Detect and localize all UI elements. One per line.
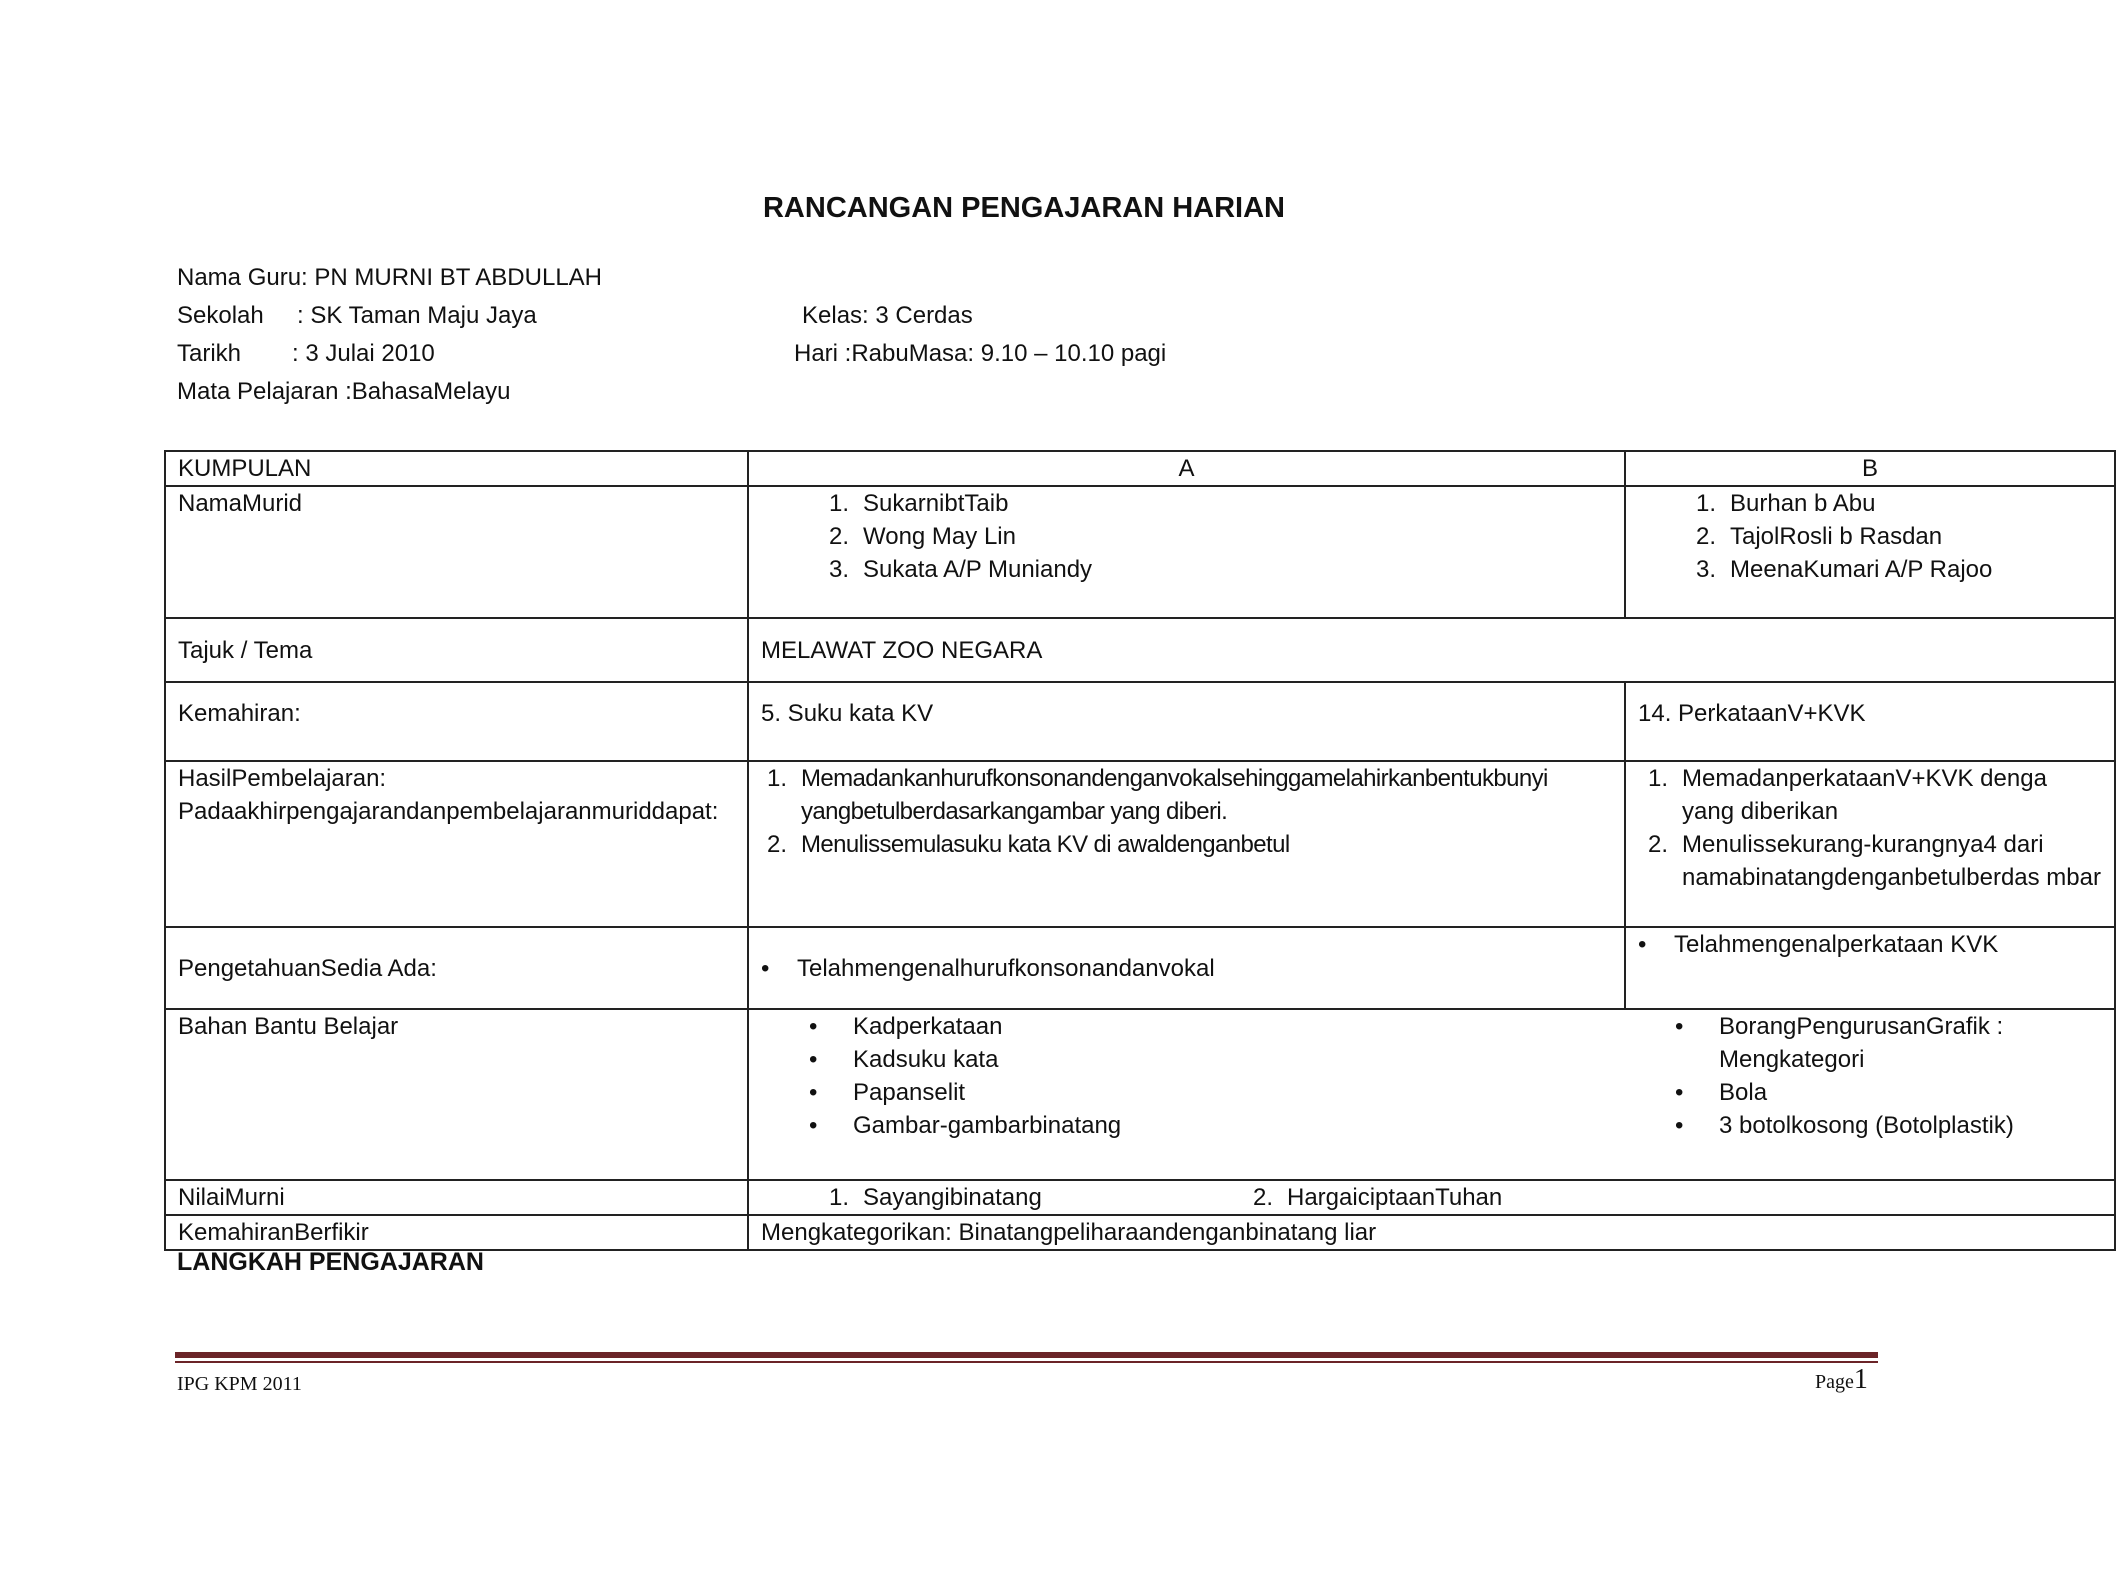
bullet-icon: • [809,1046,818,1073]
row-nama-murid [165,486,2115,618]
header-sekolah [177,297,537,335]
row-nilai-murni [165,1180,2115,1215]
footer-page [1815,1364,1868,1396]
bahan-label: Bahan Bantu Belajar [165,1009,748,1180]
nama-murid-b [1625,486,2115,618]
kemahiran-b: 14. PerkataanV+KVK [1625,682,2115,761]
nama-murid-label: NamaMurid [165,486,748,618]
kumpulan-label: KUMPULAN [165,451,748,486]
hasil-b [1625,761,2115,927]
lesson-plan-table [164,450,2116,1251]
document-title: RANCANGAN PENGAJARAN HARIAN [762,192,1285,224]
page-number: 1 [1853,1364,1868,1395]
list-item: 1. Burhan b Abu [1695,490,1876,517]
kumpulan-b: B [1625,451,2115,486]
bullet-icon: • [809,1079,818,1106]
bullet-icon: • [761,954,770,982]
list-item: 1. Memadankanhurufkonsonandenganvokalsehinggamelahirkanbentukbunyi yangbetulberdasarkangambar yang diberi. [766,765,1548,825]
list-item: • Kadperkataan [809,1010,1613,1043]
header-nama-guru: Nama Guru: PN MURNI BT ABDULLAH [177,264,603,291]
list-item: • Telahmengenalhurufkonsonandanvokal [761,952,1612,985]
list-item: 1. SukarnibtTaib [828,490,1009,517]
hasil-label: HasilPembelajaran: Padaakhirpengajarandanpembelajaranmuriddapat: [165,761,748,927]
footer-rule [175,1352,1878,1358]
tajuk-value: MELAWAT ZOO NEGARA [748,618,2115,682]
list-item: 2. TajolRosli b Rasdan [1695,523,1943,550]
row-bahan-bantu [165,1009,2115,1180]
berfikir-label: KemahiranBerfikir [165,1215,748,1250]
bullet-icon: • [1675,1079,1684,1106]
row-kemahiran-berfikir [165,1215,2115,1250]
list-item: 3. Sukata A/P Muniandy [828,556,1093,583]
list-item: • Gambar-gambarbinatang [809,1109,1613,1142]
kumpulan-a: A [748,451,1625,486]
list-item: 2. Wong May Lin [828,523,1016,550]
list-item: 1. MemadanperkataanV+KVK denga yang diberikan [1647,765,2047,825]
list-item: • Bola [1675,1076,2102,1109]
langkah-heading: LANGKAH PENGAJARAN [177,1248,484,1276]
sekolah-value: : SK Taman Maju Jaya [297,302,537,329]
row-kemahiran [165,682,2115,761]
pengetahuan-a [748,927,1625,1009]
header-hari-masa: Hari :RabuMasa: 9.10 – 10.10 pagi [794,340,1167,367]
list-item: 2. Menulissekurang-kurangnya4 dari namabinatangdenganbetulberdas mbar [1647,831,2101,891]
list-item: 2. Menulissemulasuku kata KV di awaldenganbetul [766,831,1290,858]
hasil-a [748,761,1625,927]
header-tarikh [177,335,435,373]
header-mata-pelajaran: Mata Pelajaran :BahasaMelayu [177,378,511,405]
bullet-icon: • [1675,1013,1684,1040]
tarikh-label: Tarikh [177,340,242,367]
header-kelas: Kelas: 3 Cerdas [802,302,973,329]
row-kumpulan [165,451,2115,486]
tarikh-value: : 3 Julai 2010 [292,340,435,367]
list-item: • Papanselit [809,1076,1613,1109]
nama-murid-a [748,486,1625,618]
page-label: Page [1815,1371,1854,1393]
berfikir-value: Mengkategorikan: Binatangpeliharaandenganbinatang liar [748,1215,2115,1250]
row-hasil-pembelajaran [165,761,2115,927]
list-item: 2. HargaiciptaanTuhan [1252,1184,1503,1211]
tajuk-label: Tajuk / Tema [165,618,748,682]
pengetahuan-label: PengetahuanSedia Ada: [165,927,748,1009]
row-pengetahuan [165,927,2115,1009]
bahan-b [1625,1009,2115,1180]
list-item: 3. MeenaKumari A/P Rajoo [1695,556,1993,583]
kemahiran-a: 5. Suku kata KV [748,682,1625,761]
list-item: • 3 botolkosong (Botolplastik) [1675,1109,2102,1142]
list-item: • BorangPengurusanGrafik : Mengkategori [1675,1010,2102,1076]
kemahiran-label: Kemahiran: [165,682,748,761]
list-item: • Telahmengenalperkataan KVK [1638,928,2102,961]
nilai-values [748,1180,2115,1215]
list-item: 1. Sayangibinatang [828,1184,1042,1211]
pengetahuan-b [1625,927,2115,1009]
sekolah-label: Sekolah [177,302,264,329]
bullet-icon: • [1638,931,1647,958]
bullet-icon: • [809,1112,818,1139]
bahan-a [748,1009,1625,1180]
nilai-label: NilaiMurni [165,1180,748,1215]
footer-rule-thin [175,1361,1878,1363]
bullet-icon: • [1675,1112,1684,1139]
row-tajuk [165,618,2115,682]
bullet-icon: • [809,1013,818,1040]
list-item: • Kadsuku kata [809,1043,1613,1076]
footer-left: IPG KPM 2011 [177,1373,302,1395]
